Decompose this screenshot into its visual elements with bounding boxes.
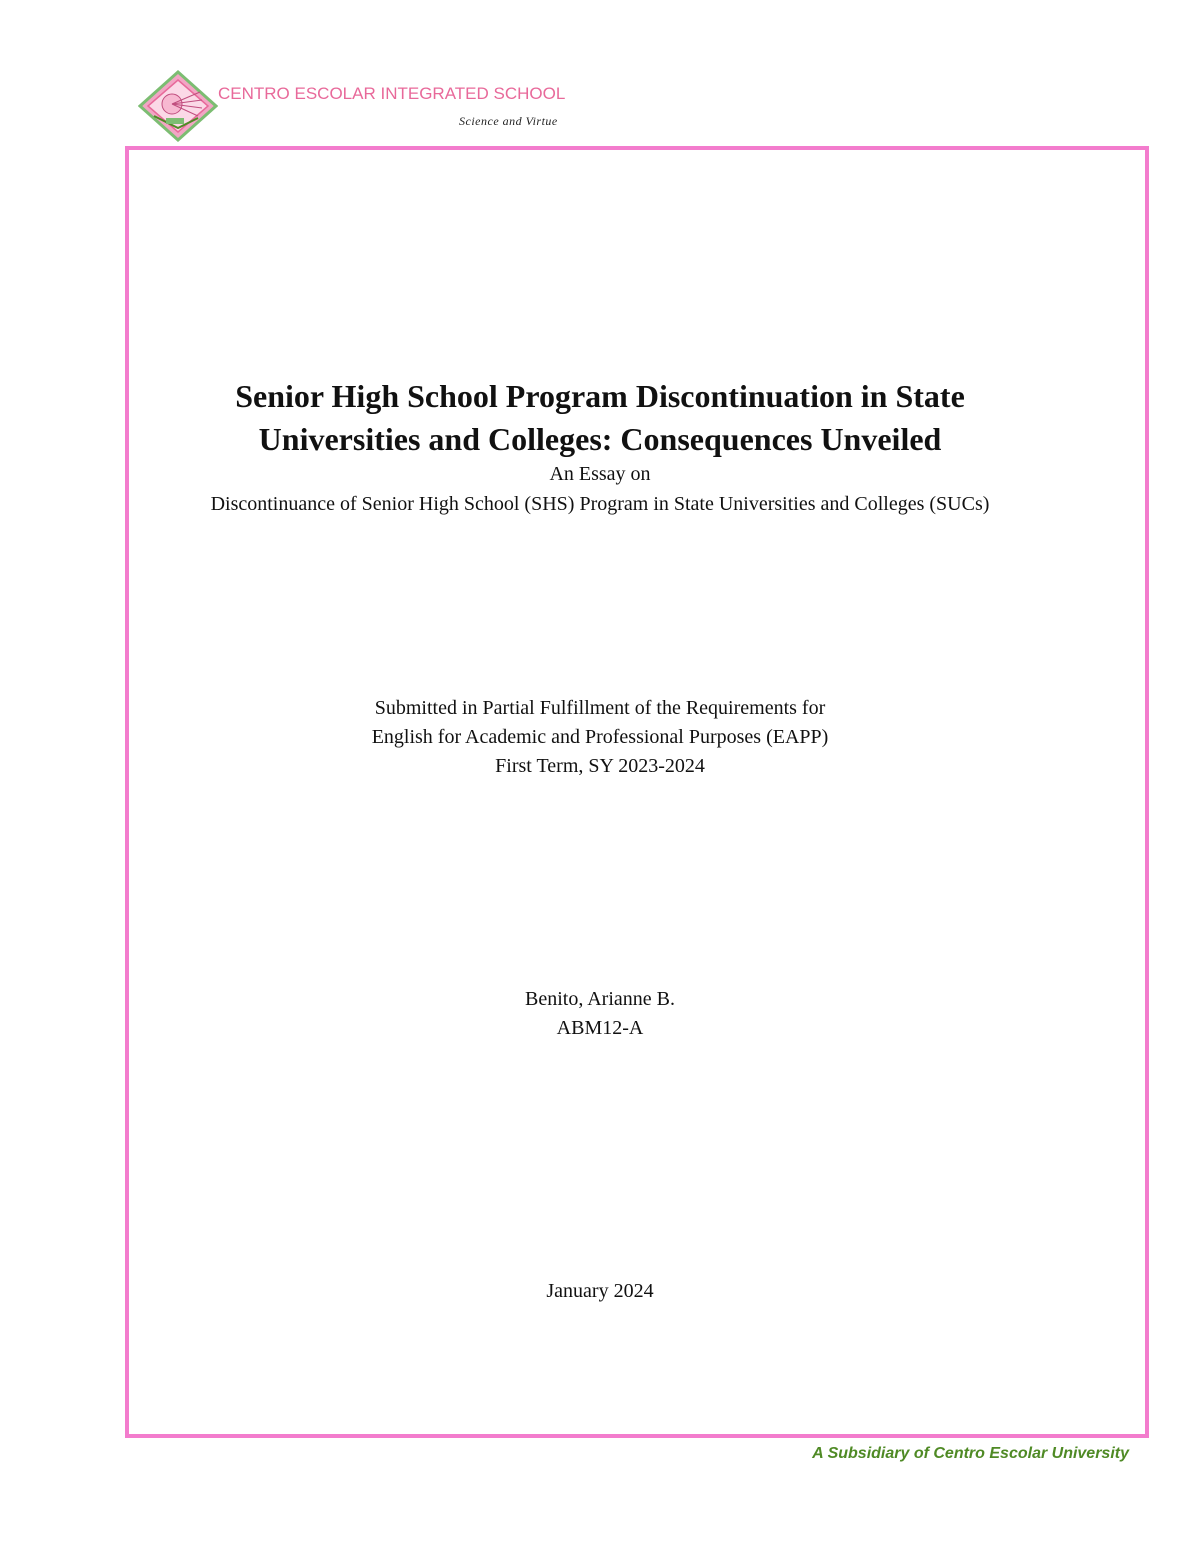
essay-title-line-1: Senior High School Program Discontinuation in State: [235, 378, 965, 414]
submission-line-2: English for Academic and Professional Purposes (EAPP): [371, 726, 829, 748]
school-header: [138, 70, 598, 145]
submission-date: January 2024: [546, 1280, 654, 1302]
submission-line-1: Submitted in Partial Fulfillment of the Requirements for: [374, 697, 826, 719]
essay-topic: Discontinuance of Senior High School (SHS) Program in State Universities and Colleges (SUCs): [210, 493, 990, 515]
footer-subsidiary: A Subsidiary of Centro Escolar University: [812, 1445, 1129, 1462]
school-seal-icon: [138, 70, 218, 142]
submission-line-3: First Term, SY 2023-2024: [495, 755, 705, 777]
author-name: Benito, Arianne B.: [525, 988, 675, 1010]
school-motto: Science and Virtue: [459, 114, 558, 128]
essay-subtitle: An Essay on: [549, 463, 651, 485]
cover-frame: [125, 146, 1149, 1438]
essay-title-line-2: Universities and Colleges: Consequences Unveiled: [258, 421, 942, 457]
author-section: ABM12-A: [556, 1017, 644, 1039]
school-name: CENTRO ESCOLAR INTEGRATED SCHOOL: [218, 84, 566, 103]
